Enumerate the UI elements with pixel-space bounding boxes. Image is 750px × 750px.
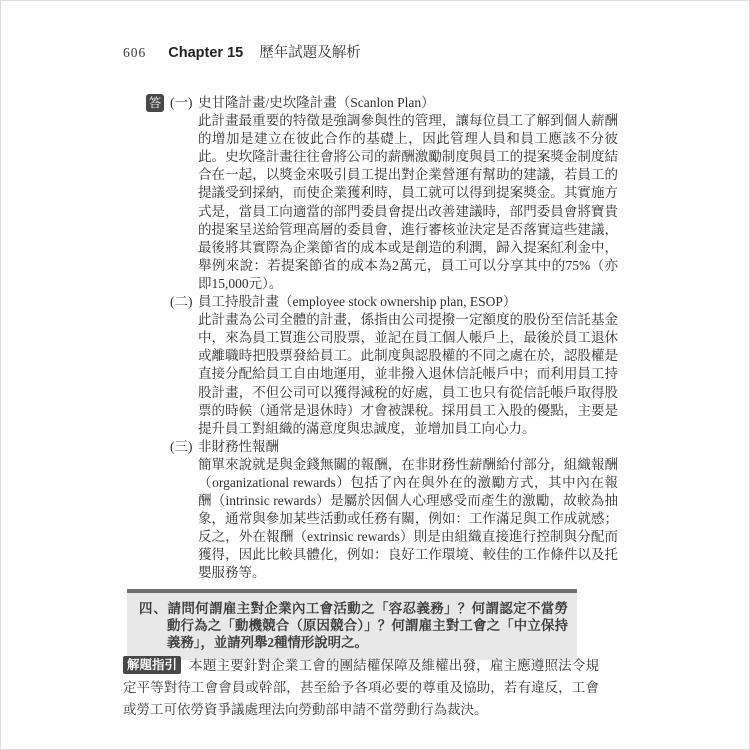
answer-items	[170, 94, 618, 583]
answer-item-3	[170, 438, 618, 583]
answer-section	[146, 94, 618, 583]
answer-item-1	[170, 94, 618, 293]
chapter-title: 歷年試題及解析	[259, 45, 361, 61]
running-header	[123, 41, 361, 62]
item-number: (三)	[170, 438, 193, 454]
solution-guide	[123, 655, 599, 721]
question-text: 請問何謂雇主對企業內工會活動之「容忍義務」？何謂認定不當勞動行為之「動機競合（原因競合）」？何謂雇主對工會之「中立保持義務」，並請列舉2種情形說明之。	[167, 601, 568, 651]
item-number: (一)	[170, 95, 193, 110]
item-body: 此計畫最重要的特徵是強調參與性的管理，讓每位員工了解到個人薪酬的增加是建立在彼此合作的基礎上，因此管理人員和員工應該不分彼此。史坎隆計畫往往會將公司的薪酬激勵制度與員工的提案獎金制度結合在一起，以獎金來吸引員工提出對企業營運有幫助的建議，若員工的提議受到採納，而使企業獲利時，員工就可以得到提案獎金。其實施方式是，當員工向適當的部門委員會提出改善建議時，部門委員會將寶貴的提案呈送給管理高層的委員會，進行審核並決定是否落實這些建議，最後將其實際為企業節省的成本或是創造的利潤，歸入提案紅利金中，舉例來說：若提案節省的成本為2萬元，員工可以分享其中的75%（亦即15,000元）。	[198, 113, 618, 291]
question-number: 四、	[139, 601, 168, 616]
question-text-wrap	[139, 600, 568, 652]
question-box-body	[127, 593, 577, 660]
item-content	[198, 94, 618, 293]
item-number: (二)	[170, 294, 193, 310]
item-body: 簡單來說就是與金錢無關的報酬，在非財務性薪酬給付部分，組織報酬（organizational rewards）包括了內在與外在的激勵方式，其中內在報酬（intrinsic rewards）是屬於因個人心理感受而產生的激勵，故較為抽象，通常與參加某些活動或任務有關，例如：工作滿足與工作成就感；反之，外在報酬（extrinsic rewards）則是由組織直接進行控制與分配而獲得，因此比較具體化，例如：良好工作環境、較佳的工作條件以及托嬰服務等。	[198, 456, 618, 581]
item-heading: 非財務性報酬	[198, 438, 279, 454]
item-content	[198, 293, 618, 438]
answer-item-2	[170, 293, 618, 438]
chapter-label: Chapter 15	[168, 45, 244, 61]
solution-guide-badge: 解題指引	[123, 656, 181, 674]
page-number: 606	[123, 45, 147, 60]
item-body: 此計畫為公司全體的計畫，係指由公司提撥一定額度的股份至信託基金中，來為員工買進公司股票，並記在員工個人帳戶上，最後於員工退休或離職時把股票發給員工。此制度與認股權的不同之處在於，認股權是直接分配給員工自由地運用，並非撥入退休信託帳戶中；而利用員工持股計畫，不但公司可以獲得減稅的好處，員工也只有從信託帳戶取得股票的時候（通常是退休時）才會被課稅。採用員工入股的優點，主要是提升員工對組織的滿意度與忠誠度，並增加員工向心力。	[198, 312, 618, 436]
solution-guide-text: 本題主要針對企業工會的團結權保障及維權出發，雇主應遵照法令規定平等對待工會會員或幹部，甚至給予各項必要的尊重及協助，若有違反，工會或勞工可依勞資爭議處理法向勞動部申請不當勞動行為裁決。	[123, 658, 599, 717]
answer-badge: 答	[146, 94, 164, 112]
item-content	[198, 438, 618, 583]
item-heading: 員工持股計畫（employee stock ownership plan, ESOP）	[198, 294, 517, 310]
item-heading: 史甘隆計畫/史坎隆計畫（Scanlon Plan）	[198, 95, 435, 110]
question-box	[127, 589, 577, 660]
